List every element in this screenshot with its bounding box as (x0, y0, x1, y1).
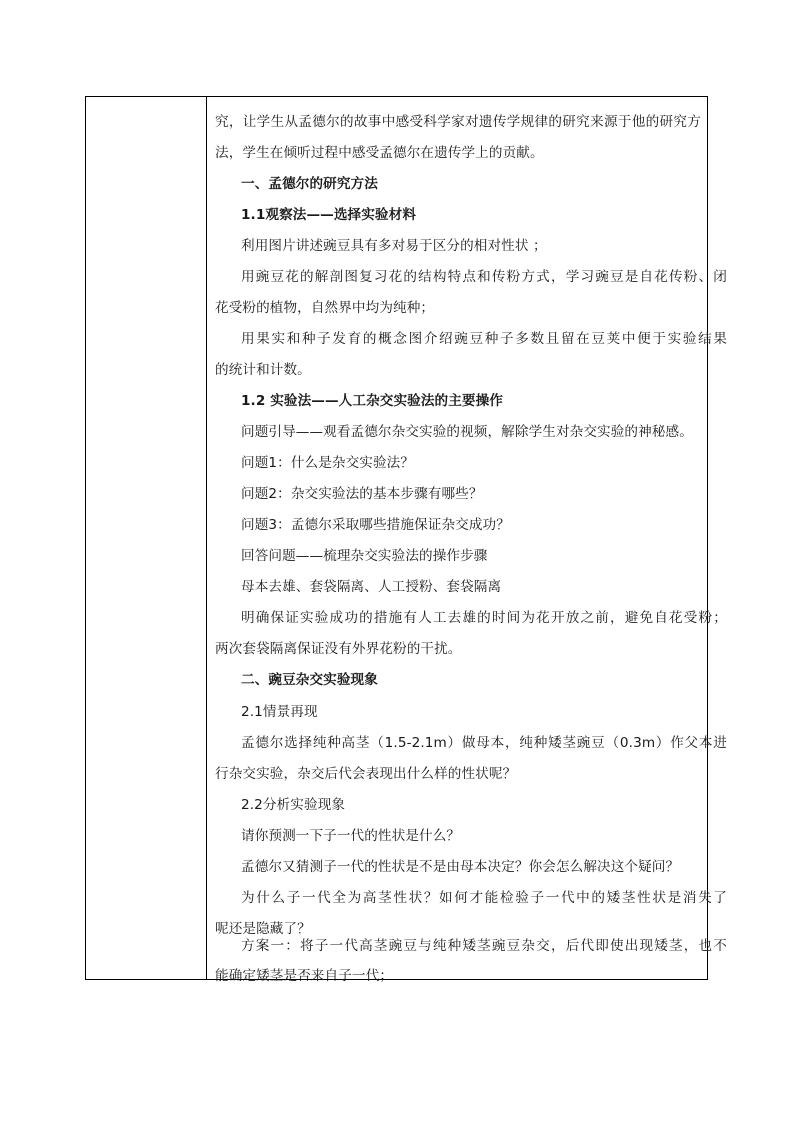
subsection-heading: 2.2分析实验现象 (241, 796, 346, 813)
paragraph-line: 用豌豆花的解剖图复习花的结构特点和传粉方式，学习豌豆是自花传粉、闭 (241, 268, 727, 285)
subsection-heading: 1.2 实验法——人工杂交实验法的主要操作 (241, 393, 504, 410)
paragraph-line: 呢还是隐藏了？ (215, 920, 311, 937)
paragraph-line: 明确保证实验成功的措施有人工去雄的时间为花开放之前，避免自花受粉； (241, 610, 727, 627)
paragraph-line: 母本去雄、套袋隔离、人工授粉、套袋隔离 (241, 579, 502, 596)
paragraph-line: 孟德尔又猜测子一代的性状是不是由母本决定？你会怎么解决这个疑问？ (241, 858, 680, 875)
paragraph-line: 用果实和种子发育的概念图介绍豌豆种子多数且留在豆荚中便于实验结果 (241, 331, 727, 348)
subsection-heading: 1.1观察法——选择实验材料 (241, 206, 417, 223)
table-left-cell (86, 97, 207, 979)
paragraph-line: 问题1：什么是杂交实验法？ (241, 455, 415, 472)
paragraph-line: 花受粉的植物，自然界中均为纯种； (215, 300, 435, 316)
paragraph-line: 问题引导——观看孟德尔杂交实验的视频，解除学生对杂交实验的神秘感。 (241, 424, 693, 441)
paragraph-line: 孟德尔选择纯种高茎（1.5-2.1m）做母本，纯种矮茎豌豆（0.3m）作父本进 (241, 734, 727, 751)
section-heading: 一、孟德尔的研究方法 (241, 175, 378, 192)
paragraph-line: 法，学生在倾听过程中感受孟德尔在遗传学上的贡献。 (215, 144, 544, 161)
paragraph-line: 回答问题——梳理杂交实验法的操作步骤 (241, 548, 488, 565)
paragraph-line: 能确定矮茎是否来自子一代； (215, 968, 394, 985)
paragraph-line: 行杂交实验，杂交后代会表现出什么样的性状呢？ (215, 765, 517, 782)
paragraph-line: 利用图片讲述豌豆具有多对易于区分的相对性状 ； (241, 237, 547, 254)
paragraph-line: 问题2：杂交实验法的基本步骤有哪些？ (241, 486, 483, 503)
section-heading: 二、豌豆杂交实验现象 (241, 672, 378, 689)
paragraph-line: 的统计和计数。 (215, 362, 311, 379)
paragraph-line: 究，让学生从孟德尔的故事中感受科学家对遗传学规律的研究来源于他的研究方 (215, 113, 701, 130)
paragraph-line: 方案一：将子一代高茎豌豆与纯种矮茎豌豆杂交，后代即使出现矮茎，也不 (241, 938, 727, 955)
paragraph-line: 两次套袋隔离保证没有外界花粉的干扰。 (215, 641, 462, 658)
paragraph-line: 问题3：孟德尔采取哪些措施保证杂交成功？ (241, 517, 510, 534)
subsection-heading: 2.1情景再现 (241, 703, 318, 720)
paragraph-line: 为什么子一代全为高茎性状？如何才能检验子一代中的矮茎性状是消失了 (241, 889, 727, 906)
lesson-table (85, 96, 727, 985)
paragraph-line: 请你预测一下子一代的性状是什么？ (241, 827, 461, 844)
